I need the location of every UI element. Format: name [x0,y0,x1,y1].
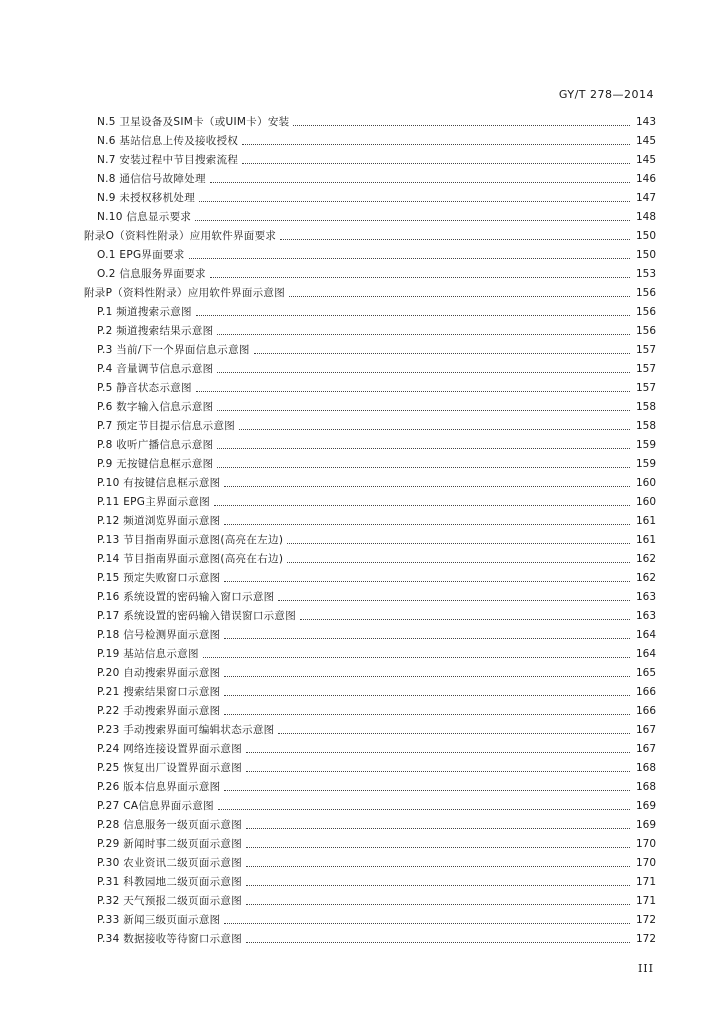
toc-leader-dots [239,428,630,430]
toc-entry[interactable] [84,718,656,737]
toc-entry[interactable] [84,756,656,775]
toc-leader-dots [224,675,630,677]
toc-entry[interactable] [84,167,656,186]
toc-entry-title: O.2 信息服务界面要求 [97,267,210,281]
toc-entry[interactable] [84,566,656,585]
toc-entry-page: 167 [635,724,656,736]
toc-leader-dots [224,523,630,525]
toc-entry-title: P.32 天气预报二级页面示意图 [97,894,246,908]
toc-leader-dots [246,865,630,867]
toc-leader-dots [189,257,630,259]
toc-entry-title: P.13 节目指南界面示意图(高亮在左边) [97,533,287,547]
toc-entry[interactable] [84,813,656,832]
toc-entry[interactable] [84,699,656,718]
toc-entry-title: P.21 搜索结果窗口示意图 [97,685,224,699]
toc-entry-title: P.15 预定失败窗口示意图 [97,571,224,585]
toc-leader-dots [293,124,629,126]
toc-entry[interactable] [84,319,656,338]
toc-entry[interactable] [84,889,656,908]
toc-entry-page: 150 [635,249,656,261]
toc-entry-title: P.6 数字输入信息示意图 [97,400,217,414]
toc-leader-dots [217,447,630,449]
toc-entry-title: P.16 系统设置的密码输入窗口示意图 [97,590,278,604]
toc-entry-title: P.7 预定节目提示信息示意图 [97,419,239,433]
toc-leader-dots [242,162,630,164]
toc-entry-title: P.27 CA信息界面示意图 [97,799,218,813]
toc-leader-dots [217,333,630,335]
toc-entry-title: P.14 节目指南界面示意图(高亮在右边) [97,552,287,566]
toc-leader-dots [224,637,630,639]
toc-entry-page: 169 [635,819,656,831]
toc-entry-page: 161 [635,515,656,527]
toc-entry-page: 172 [635,933,656,945]
toc-entry[interactable] [84,851,656,870]
toc-entry[interactable] [84,585,656,604]
toc-entry-title: P.9 无按键信息框示意图 [97,457,217,471]
document-code: GY/T 278—2014 [558,88,654,101]
toc-leader-dots [217,466,630,468]
toc-entry-title: P.12 频道浏览界面示意图 [97,514,224,528]
toc-entry-page: 162 [635,572,656,584]
toc-entry-title: P.20 自动搜索界面示意图 [97,666,224,680]
toc-entry-page: 168 [635,781,656,793]
toc-leader-dots [246,941,630,943]
toc-entry-title: P.1 频道搜索示意图 [97,305,196,319]
toc-entry[interactable] [84,927,656,946]
toc-entry-page: 146 [635,173,656,185]
toc-leader-dots [224,922,630,924]
toc-entry[interactable] [84,642,656,661]
toc-leader-dots [254,352,630,354]
toc-entry-title: P.33 新闻三级页面示意图 [97,913,224,927]
toc-entry[interactable] [84,376,656,395]
toc-entry[interactable] [84,680,656,699]
toc-leader-dots [217,409,630,411]
toc-entry-title: P.30 农业资讯二级页面示意图 [97,856,246,870]
toc-leader-dots [224,694,630,696]
toc-entry-page: 167 [635,743,656,755]
toc-entry-page: 166 [635,705,656,717]
toc-entry-page: 148 [635,211,656,223]
table-of-contents [84,110,656,946]
toc-entry-page: 163 [635,610,656,622]
toc-entry-title: P.26 版本信息界面示意图 [97,780,224,794]
toc-leader-dots [246,751,630,753]
toc-entry-page: 170 [635,857,656,869]
toc-entry-page: 164 [635,629,656,641]
toc-entry[interactable] [84,338,656,357]
toc-entry-page: 156 [635,325,656,337]
toc-entry-title: P.19 基站信息示意图 [97,647,203,661]
page-number: III [637,962,654,975]
toc-entry-page: 156 [635,306,656,318]
toc-entry-title: P.29 新闻时事二级页面示意图 [97,837,246,851]
toc-entry[interactable] [84,794,656,813]
toc-entry[interactable] [84,870,656,889]
toc-entry-title: P.18 信号检测界面示意图 [97,628,224,642]
toc-leader-dots [246,884,630,886]
toc-entry-page: 150 [635,230,656,242]
toc-leader-dots [224,713,630,715]
toc-entry-page: 165 [635,667,656,679]
toc-entry-title: N.7 安装过程中节目搜索流程 [97,153,242,167]
toc-leader-dots [246,846,630,848]
toc-entry-page: 145 [635,135,656,147]
toc-entry-page: 159 [635,458,656,470]
toc-entry[interactable] [84,300,656,319]
toc-entry-title: P.17 系统设置的密码输入错误窗口示意图 [97,609,300,623]
toc-entry-page: 147 [635,192,656,204]
toc-entry-title: 附录P（资料性附录）应用软件界面示意图 [84,286,289,300]
toc-entry[interactable] [84,528,656,547]
toc-entry[interactable] [84,452,656,471]
toc-entry-title: N.10 信息显示要求 [97,210,195,224]
toc-entry-title: P.31 科教园地二级页面示意图 [97,875,246,889]
toc-entry-title: P.22 手动搜索界面示意图 [97,704,224,718]
toc-entry[interactable] [84,775,656,794]
toc-entry[interactable] [84,110,656,129]
toc-entry[interactable] [84,129,656,148]
toc-entry-page: 158 [635,420,656,432]
toc-leader-dots [287,561,630,563]
toc-leader-dots [199,200,630,202]
toc-leader-dots [196,390,630,392]
toc-leader-dots [224,485,630,487]
toc-entry[interactable] [84,547,656,566]
toc-entry-title: P.3 当前/下一个界面信息示意图 [97,343,254,357]
toc-entry[interactable] [84,433,656,452]
toc-entry-page: 166 [635,686,656,698]
toc-entry-page: 161 [635,534,656,546]
toc-entry-title: P.28 信息服务一级页面示意图 [97,818,246,832]
toc-leader-dots [218,808,630,810]
toc-entry-title: P.23 手动搜索界面可编辑状态示意图 [97,723,278,737]
toc-entry-page: 164 [635,648,656,660]
toc-leader-dots [210,276,630,278]
toc-entry[interactable] [84,490,656,509]
toc-entry-page: 168 [635,762,656,774]
toc-entry-title: P.8 收听广播信息示意图 [97,438,217,452]
toc-leader-dots [287,542,630,544]
toc-entry-page: 143 [635,116,656,128]
toc-leader-dots [242,143,630,145]
toc-entry-page: 157 [635,344,656,356]
toc-entry[interactable] [84,604,656,623]
toc-leader-dots [217,371,630,373]
toc-entry-title: P.24 网络连接设置界面示意图 [97,742,246,756]
toc-entry-page: 157 [635,363,656,375]
toc-entry[interactable] [84,623,656,642]
toc-entry[interactable] [84,395,656,414]
toc-leader-dots [289,295,630,297]
toc-leader-dots [196,314,630,316]
toc-entry[interactable] [84,414,656,433]
toc-entry-page: 160 [635,496,656,508]
toc-entry[interactable] [84,908,656,927]
toc-entry[interactable] [84,471,656,490]
toc-leader-dots [278,732,630,734]
toc-entry-title: 附录O（资料性附录）应用软件界面要求 [84,229,280,243]
toc-leader-dots [203,656,630,658]
toc-entry-page: 160 [635,477,656,489]
toc-entry-title: P.10 有按键信息框示意图 [97,476,224,490]
toc-entry[interactable] [84,357,656,376]
toc-entry-page: 158 [635,401,656,413]
toc-leader-dots [300,618,630,620]
toc-entry-title: P.11 EPG主界面示意图 [97,495,214,509]
toc-leader-dots [246,827,630,829]
toc-entry-page: 156 [635,287,656,299]
toc-entry-title: N.8 通信信号故障处理 [97,172,210,186]
toc-leader-dots [246,903,630,905]
toc-entry-page: 170 [635,838,656,850]
toc-entry[interactable] [84,661,656,680]
toc-leader-dots [224,580,630,582]
toc-entry-page: 171 [635,895,656,907]
toc-leader-dots [246,770,630,772]
toc-entry-page: 172 [635,914,656,926]
toc-leader-dots [210,181,630,183]
toc-leader-dots [278,599,630,601]
toc-entry[interactable] [84,737,656,756]
toc-entry-page: 169 [635,800,656,812]
toc-entry-page: 153 [635,268,656,280]
toc-entry-page: 157 [635,382,656,394]
toc-entry[interactable] [84,205,656,224]
toc-leader-dots [195,219,630,221]
toc-entry-title: P.5 静音状态示意图 [97,381,196,395]
toc-entry-title: O.1 EPG界面要求 [97,248,189,262]
toc-entry-page: 145 [635,154,656,166]
toc-entry-title: N.5 卫星设备及SIM卡（或UIM卡）安装 [97,115,293,129]
toc-entry-title: P.25 恢复出厂设置界面示意图 [97,761,246,775]
toc-entry[interactable] [84,262,656,281]
toc-entry[interactable] [84,224,656,243]
toc-entry-title: P.2 频道搜索结果示意图 [97,324,217,338]
toc-entry-page: 171 [635,876,656,888]
toc-entry[interactable] [84,832,656,851]
toc-entry[interactable] [84,148,656,167]
toc-leader-dots [280,238,630,240]
toc-entry-title: P.4 音量调节信息示意图 [97,362,217,376]
toc-entry[interactable] [84,509,656,528]
toc-entry-page: 159 [635,439,656,451]
toc-entry[interactable] [84,243,656,262]
toc-entry-title: N.6 基站信息上传及接收授权 [97,134,242,148]
toc-entry-title: N.9 未授权移机处理 [97,191,199,205]
toc-entry[interactable] [84,281,656,300]
toc-entry[interactable] [84,186,656,205]
toc-leader-dots [214,504,630,506]
toc-leader-dots [224,789,630,791]
toc-entry-page: 163 [635,591,656,603]
toc-entry-page: 162 [635,553,656,565]
toc-entry-title: P.34 数据接收等待窗口示意图 [97,932,246,946]
